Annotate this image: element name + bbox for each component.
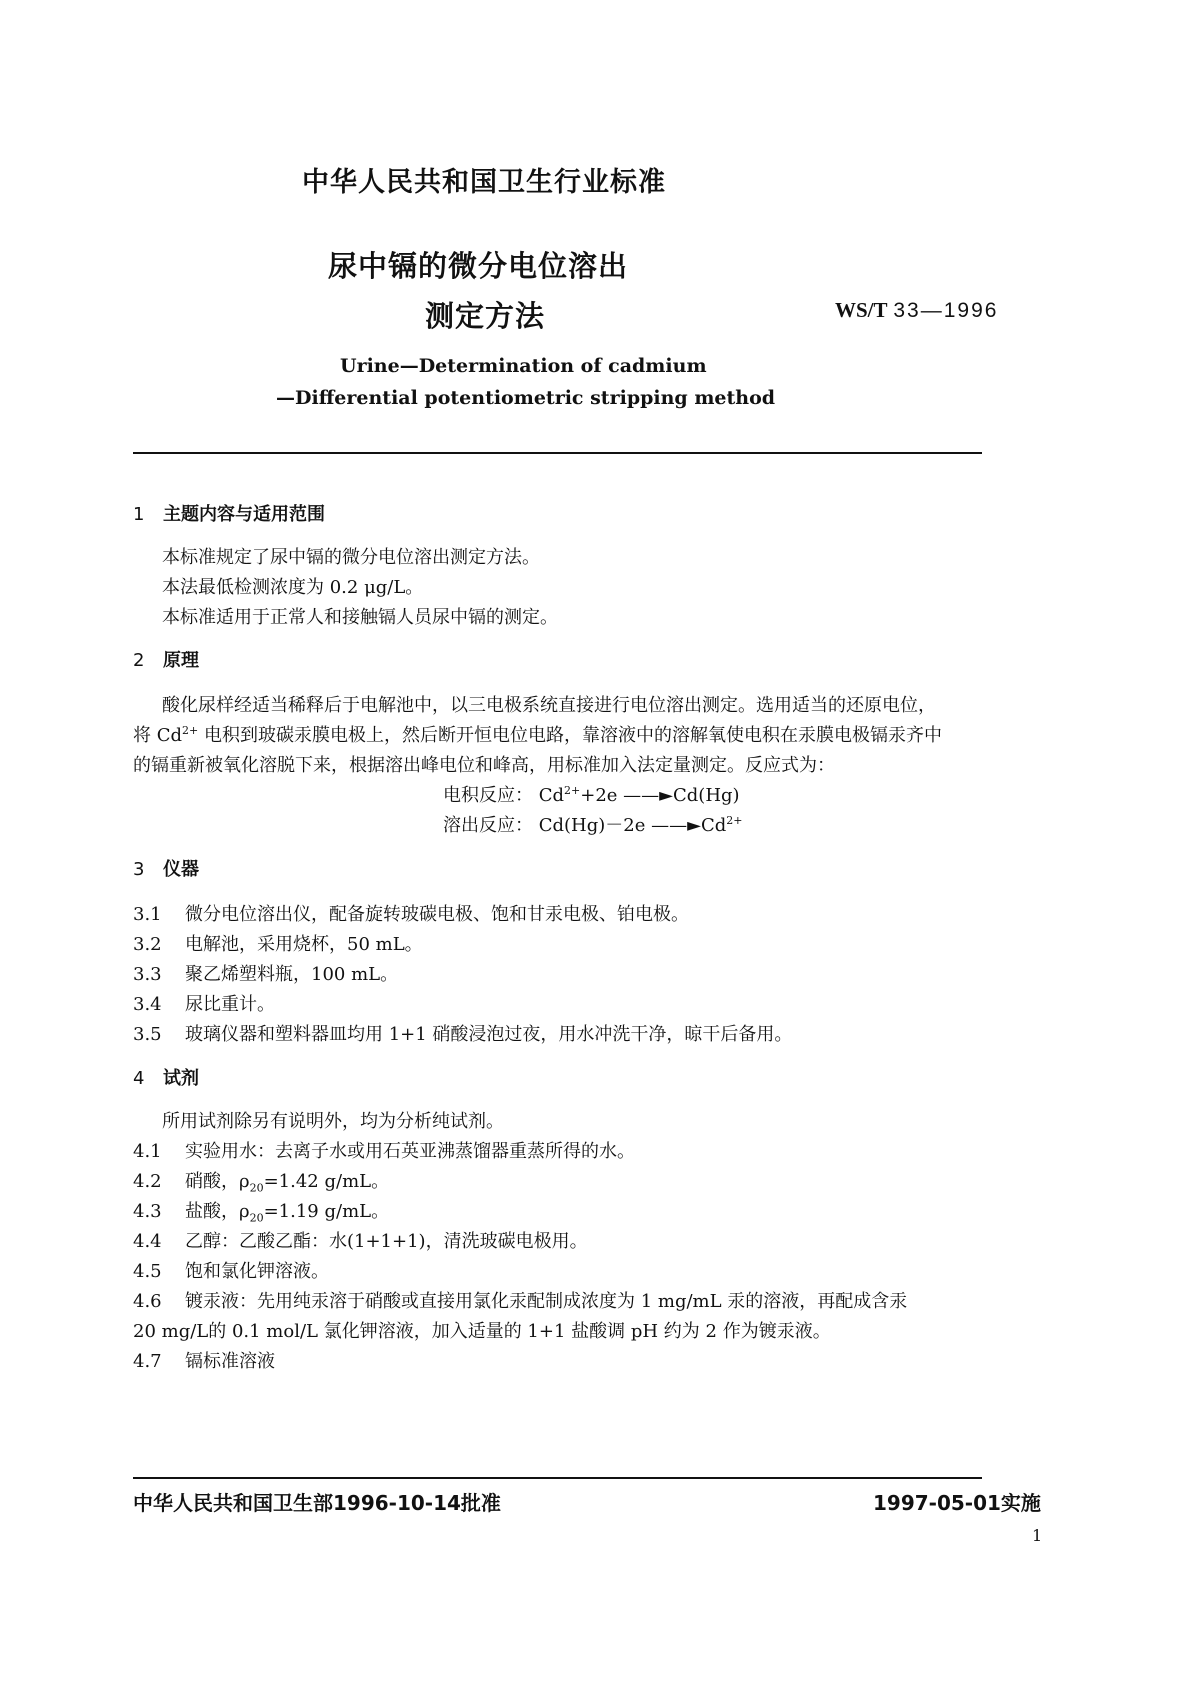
footer-divider: [133, 1477, 982, 1479]
item-text: 实验用水：去离子水或用石英亚沸蒸馏器重蒸所得的水。: [185, 1141, 635, 1162]
text-run: 电积到玻碳汞膜电极上，然后断开恒电位电路，靠溶液中的溶解氧使电积在汞膜电极镉汞齐中: [198, 725, 942, 746]
item-text: 玻璃仪器和塑料器皿均用 1+1 硝酸浸泡过夜，用水冲洗干净，晾干后备用。: [185, 1024, 793, 1045]
formula-label: 溶出反应：: [443, 815, 533, 836]
standard-code: [835, 298, 998, 323]
section-2-number: 2: [133, 650, 145, 671]
list-item: [133, 1020, 792, 1046]
item-text: 镉标准溶液: [185, 1351, 275, 1372]
section-2-paragraph-line: [133, 721, 942, 747]
formula-stripping: [443, 811, 742, 837]
text-run: 将 Cd: [133, 725, 183, 746]
section-3-heading: [133, 855, 199, 881]
section-1-paragraph: 本标准适用于正常人和接触镉人员尿中镉的测定。: [162, 607, 558, 628]
subscript: 20: [249, 1211, 264, 1225]
approval-line: 中华人民共和国卫生部1996-10-14批准: [133, 1491, 501, 1515]
list-item: [133, 1137, 635, 1163]
superscript: 2+: [182, 724, 199, 737]
item-number: 4.7: [133, 1351, 162, 1372]
section-1-paragraph: 本标准规定了尿中镉的微分电位溶出测定方法。: [162, 547, 540, 568]
item-text: 饱和氯化钾溶液。: [185, 1261, 329, 1282]
item-text: =1.19 g/mL。: [263, 1201, 390, 1222]
section-4-title: 试剂: [163, 1068, 199, 1089]
item-text: 镀汞液：先用纯汞溶于硝酸或直接用氯化汞配制成浓度为 1 mg/mL 汞的溶液，再配成含汞: [185, 1291, 908, 1312]
item-number: 4.4: [133, 1231, 162, 1252]
item-number: 3.5: [133, 1024, 162, 1045]
formula-term: Cd: [538, 785, 565, 806]
item-text: =1.42 g/mL。: [263, 1171, 390, 1192]
item-text: 盐酸，ρ: [185, 1201, 250, 1222]
list-item: [133, 1197, 389, 1223]
list-item: [133, 900, 689, 926]
item-number: 3.2: [133, 934, 162, 955]
formula-term: +2e ——►Cd(Hg): [580, 785, 740, 806]
section-2-paragraph-line: 的镉重新被氧化溶脱下来，根据溶出峰电位和峰高，用标准加入法定量测定。反应式为：: [133, 755, 835, 776]
formula-electrodeposition: [443, 781, 740, 807]
formula-label: 电积反应：: [443, 785, 533, 806]
list-item: [133, 1347, 275, 1373]
formula-expression: [539, 785, 740, 806]
item-number: 3.4: [133, 994, 162, 1015]
item-text: 乙醇：乙酸乙酯：水(1+1+1)，清洗玻碳电极用。: [185, 1231, 588, 1252]
list-item: [133, 1287, 907, 1313]
section-3-title: 仪器: [163, 859, 199, 880]
section-3-number: 3: [133, 859, 145, 880]
list-item: [133, 990, 275, 1016]
item-text: 微分电位溶出仪，配备旋转玻碳电极、饱和甘汞电极、铂电极。: [185, 904, 689, 925]
item-text: 硝酸，ρ: [185, 1171, 250, 1192]
item-text: 电解池，采用烧杯，50 mL。: [185, 934, 423, 955]
superscript: 2+: [726, 814, 743, 827]
section-1-title: 主题内容与适用范围: [163, 504, 325, 525]
list-item: [133, 1167, 389, 1193]
issuing-organization: 中华人民共和国卫生行业标准: [302, 167, 666, 198]
section-1-paragraph: 本法最低检测浓度为 0.2 μg/L。: [162, 577, 424, 598]
implementation-date: 1997-05-01实施: [873, 1491, 1041, 1515]
section-2-title: 原理: [163, 650, 199, 671]
title-line-2: 测定方法: [425, 299, 546, 333]
subscript: 20: [249, 1181, 264, 1195]
item-number: 4.6: [133, 1291, 162, 1312]
section-4-number: 4: [133, 1068, 145, 1089]
item-text: 聚乙烯塑料瓶，100 mL。: [185, 964, 399, 985]
item-number: 3.1: [133, 904, 162, 925]
section-4-intro: 所用试剂除另有说明外，均为分析纯试剂。: [162, 1111, 504, 1132]
section-1-number: 1: [133, 504, 145, 525]
item-number: 3.3: [133, 964, 162, 985]
standard-code-prefix: WS/T: [835, 298, 888, 322]
title-line-1: 尿中镉的微分电位溶出: [328, 249, 629, 283]
superscript: 2+: [564, 784, 581, 797]
list-item: [133, 1227, 588, 1253]
section-2-paragraph-line: 酸化尿样经适当稀释后于电解池中，以三电极系统直接进行电位溶出测定。选用适当的还原电位，: [162, 695, 936, 716]
formula-expression: [539, 815, 743, 836]
formula-term: Cd(Hg)－2e ——►Cd: [538, 815, 727, 836]
page-number: 1: [1032, 1526, 1043, 1545]
list-item: [133, 1257, 329, 1283]
standard-code-number: 33—1996: [893, 299, 999, 322]
list-item-continuation: 20 mg/L的 0.1 mol/L 氯化钾溶液，加入适量的 1+1 盐酸调 pH 约为 2 作为镀汞液。: [133, 1321, 831, 1342]
english-title-line-2: —Differential potentiometric stripping method: [276, 387, 776, 409]
item-number: 4.3: [133, 1201, 162, 1222]
english-title-line-1: Urine—Determination of cadmium: [340, 355, 707, 377]
item-text: 尿比重计。: [185, 994, 275, 1015]
item-number: 4.5: [133, 1261, 162, 1282]
item-number: 4.2: [133, 1171, 162, 1192]
item-number: 4.1: [133, 1141, 162, 1162]
section-4-heading: [133, 1064, 199, 1090]
list-item: [133, 930, 423, 956]
section-2-heading: [133, 646, 199, 672]
list-item: [133, 960, 398, 986]
section-1-heading: [133, 500, 325, 526]
header-divider: [133, 452, 982, 454]
